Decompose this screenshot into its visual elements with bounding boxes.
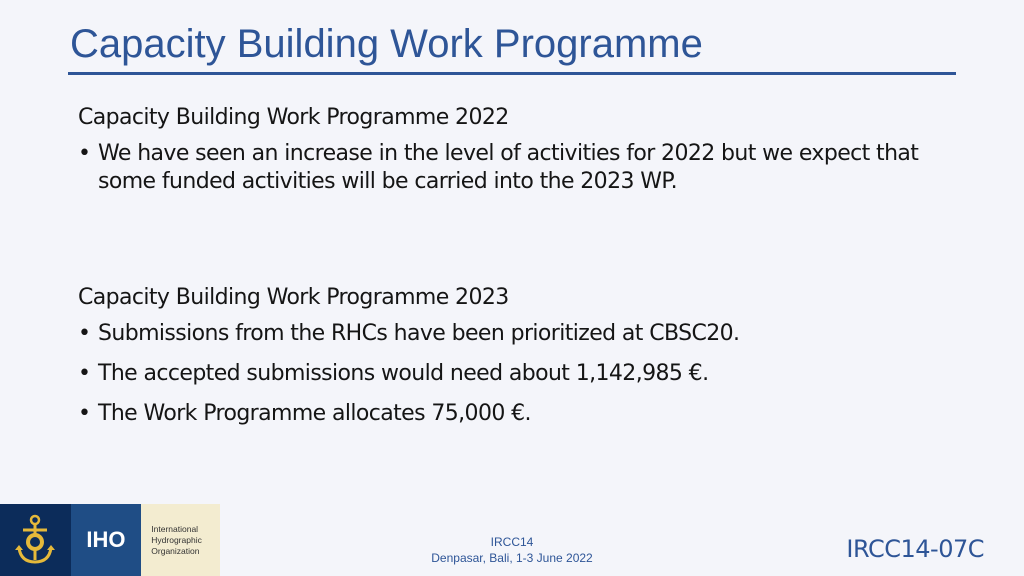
slide-body bbox=[78, 102, 978, 428]
footer-meeting: IRCC14 bbox=[490, 535, 534, 549]
iho-abbreviation: IHO bbox=[71, 504, 142, 576]
section-heading-2022: Capacity Building Work Programme 2022 bbox=[78, 105, 509, 130]
slide-title: Capacity Building Work Programme bbox=[70, 22, 703, 66]
title-underline bbox=[68, 72, 956, 75]
footer-location-date: Denpasar, Bali, 1-3 June 2022 bbox=[431, 551, 593, 565]
bullet-2023-1: • Submissions from the RHCs have been prioritized at CBSC20. bbox=[78, 320, 978, 348]
bullet-2023-2: • The accepted submissions would need about 1,142,985 €. bbox=[78, 360, 978, 388]
org-name-line3: Organization bbox=[151, 545, 200, 556]
section-heading-2023: Capacity Building Work Programme 2023 bbox=[78, 285, 509, 310]
section-spacer bbox=[78, 196, 978, 282]
org-name-line2: Hydrographic bbox=[151, 534, 202, 545]
bullet-2022-1: • We have seen an increase in the level of activities for 2022 but we expect that some funded activities will be carried into the 2023 WP. bbox=[78, 140, 978, 196]
document-code: IRCC14-07C bbox=[846, 535, 984, 563]
anchor-emblem-icon bbox=[0, 504, 71, 576]
bullet-2023-3: • The Work Programme allocates 75,000 €. bbox=[78, 400, 978, 428]
iho-logo bbox=[0, 504, 220, 576]
org-name-line1: International bbox=[151, 523, 199, 534]
footer-meeting-info bbox=[412, 534, 612, 566]
iho-organization-name bbox=[141, 504, 220, 576]
